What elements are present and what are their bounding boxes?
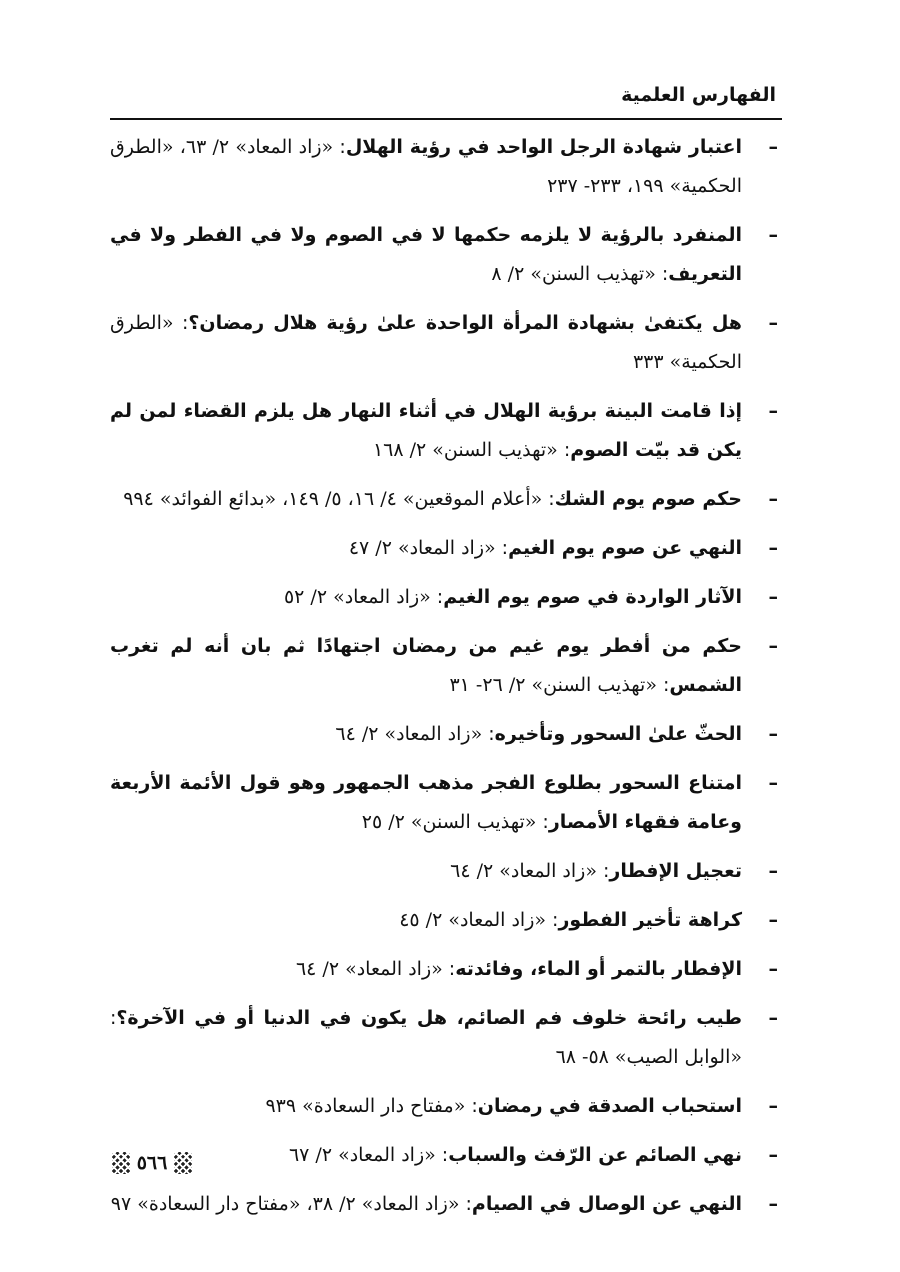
entry-topic: حكم من أفطر يوم غيم من رمضان اجتهادًا ثم بان أنه لم تغرب الشمس bbox=[110, 635, 742, 696]
entry-dash: – bbox=[768, 860, 778, 882]
entry-colon: : bbox=[557, 439, 571, 461]
entry-reference: «تهذيب السنن» ٢/ ٢٥ bbox=[361, 811, 537, 833]
entry-reference: «زاد المعاد» ٢/ ٦٧ bbox=[288, 1144, 436, 1166]
index-entry bbox=[110, 1087, 782, 1126]
entry-colon: : bbox=[333, 136, 346, 158]
entry-colon: : bbox=[430, 586, 444, 608]
entry-dash: – bbox=[768, 1193, 778, 1215]
entry-topic: إذا قامت البينة برؤية الهلال في أثناء النهار هل يلزم القضاء لمن لم يكن قد بيّت الصوم bbox=[110, 400, 742, 461]
entry-reference: «تهذيب السنن» ٢/ ٨ bbox=[491, 263, 656, 285]
index-entry bbox=[110, 304, 782, 382]
entry-topic: الحثّ علىٰ السحور وتأخيره bbox=[494, 723, 742, 745]
entry-reference: «تهذيب السنن» ٢/ ١٦٨ bbox=[372, 439, 558, 461]
entry-dash: – bbox=[768, 723, 778, 745]
index-entry bbox=[110, 216, 782, 294]
entry-reference: «زاد المعاد» ٢/ ٦٤ bbox=[450, 860, 597, 882]
ornament-icon bbox=[174, 1152, 192, 1174]
entry-dash: – bbox=[768, 1144, 778, 1166]
header-rule bbox=[110, 118, 782, 120]
index-entry-list bbox=[110, 128, 782, 1234]
entry-topic: كراهة تأخير الفطور bbox=[558, 909, 742, 931]
index-entry bbox=[110, 715, 782, 754]
entry-colon: : bbox=[655, 263, 669, 285]
page-folio bbox=[112, 1148, 192, 1178]
entry-colon: : bbox=[482, 723, 495, 745]
index-entry bbox=[110, 901, 782, 940]
entry-reference: «زاد المعاد» ٢/ ٤٥ bbox=[399, 909, 547, 931]
index-entry bbox=[110, 950, 782, 989]
entry-colon: : bbox=[536, 811, 549, 833]
entry-reference: «الوابل الصيب» ٥٨- ٦٨ bbox=[555, 1046, 742, 1068]
entry-dash: – bbox=[768, 772, 778, 794]
index-entry bbox=[110, 128, 782, 206]
index-entry bbox=[110, 627, 782, 705]
page-number: ٥٦٦ bbox=[136, 1152, 168, 1174]
entry-topic: الآثار الواردة في صوم يوم الغيم bbox=[443, 586, 742, 608]
entry-dash: – bbox=[768, 1007, 778, 1029]
entry-topic: النهي عن الوصال في الصيام bbox=[471, 1193, 742, 1215]
index-entry bbox=[110, 1136, 782, 1175]
entry-dash: – bbox=[768, 1095, 778, 1117]
entry-dash: – bbox=[768, 537, 778, 559]
ornament-icon bbox=[112, 1152, 130, 1174]
entry-dash: – bbox=[768, 586, 778, 608]
index-entry bbox=[110, 764, 782, 842]
entry-reference: «زاد المعاد» ٢/ ٦٤ bbox=[295, 958, 443, 980]
entry-reference: «أعلام الموقعين» ٤/ ١٦، ٥/ ١٤٩، «بدائع الفوائد» ٩٩٤ bbox=[123, 488, 543, 510]
entry-colon: : bbox=[465, 1095, 478, 1117]
entry-reference: «زاد المعاد» ٢/ ٥٢ bbox=[283, 586, 431, 608]
running-header-title: الفهارس العلمية bbox=[621, 84, 776, 106]
entry-dash: – bbox=[768, 400, 778, 422]
index-entry bbox=[110, 1185, 782, 1224]
entry-topic: المنفرد بالرؤية لا يلزمه حكمها لا في الصوم ولا في الفطر ولا في التعريف bbox=[110, 224, 742, 285]
entry-dash: – bbox=[768, 224, 778, 246]
entry-dash: – bbox=[768, 635, 778, 657]
index-entry bbox=[110, 392, 782, 470]
entry-reference: «زاد المعاد» ٢/ ٦٣، «الطرق الحكمية» ١٩٩، ٢٣٣- ٢٣٧ bbox=[110, 136, 742, 197]
entry-topic: هل يكتفىٰ بشهادة المرأة الواحدة علىٰ رؤية هلال رمضان؟ bbox=[188, 312, 742, 334]
index-entry bbox=[110, 852, 782, 891]
index-entry bbox=[110, 578, 782, 617]
entry-colon: : bbox=[495, 537, 509, 559]
index-entry bbox=[110, 480, 782, 519]
entry-reference: «زاد المعاد» ٢/ ٦٤ bbox=[335, 723, 483, 745]
entry-reference: «زاد المعاد» ٢/ ٣٨، «مفتاح دار السعادة» ٩٧ bbox=[110, 1193, 460, 1215]
entry-colon: : bbox=[110, 1007, 117, 1029]
entry-topic: تعجيل الإفطار bbox=[609, 860, 742, 882]
entry-topic: نهي الصائم عن الرّفث والسباب bbox=[448, 1144, 742, 1166]
index-entry bbox=[110, 999, 782, 1077]
entry-reference: «الطرق الحكمية» ٣٣٣ bbox=[110, 312, 742, 373]
entry-topic: استحباب الصدقة في رمضان bbox=[477, 1095, 742, 1117]
entry-topic: حكم صوم يوم الشك bbox=[554, 488, 742, 510]
entry-reference: «تهذيب السنن» ٢/ ٢٦- ٣١ bbox=[449, 674, 657, 696]
entry-dash: – bbox=[768, 488, 778, 510]
entry-colon: : bbox=[442, 958, 456, 980]
entry-colon: : bbox=[173, 312, 189, 334]
entry-topic: النهي عن صوم يوم الغيم bbox=[508, 537, 742, 559]
entry-topic: اعتبار شهادة الرجل الواحد في رؤية الهلال bbox=[345, 136, 742, 158]
index-entry bbox=[110, 529, 782, 568]
entry-topic: طيب رائحة خلوف فم الصائم، هل يكون في الدنيا أو في الآخرة؟ bbox=[116, 1007, 742, 1029]
entry-reference: «زاد المعاد» ٢/ ٤٧ bbox=[348, 537, 496, 559]
entry-dash: – bbox=[768, 312, 778, 334]
entry-reference: «مفتاح دار السعادة» ٩٣٩ bbox=[265, 1095, 466, 1117]
entry-topic: امتناع السحور بطلوع الفجر مذهب الجمهور وهو قول الأئمة الأربعة وعامة فقهاء الأمصار bbox=[110, 772, 742, 833]
entry-dash: – bbox=[768, 958, 778, 980]
entry-colon: : bbox=[542, 488, 555, 510]
entry-colon: : bbox=[656, 674, 670, 696]
entry-colon: : bbox=[435, 1144, 449, 1166]
entry-dash: – bbox=[768, 136, 778, 158]
entry-topic: الإفطار بالتمر أو الماء، وفائدته bbox=[455, 958, 742, 980]
entry-colon: : bbox=[546, 909, 559, 931]
entry-dash: – bbox=[768, 909, 778, 931]
entry-colon: : bbox=[596, 860, 610, 882]
entry-colon: : bbox=[459, 1193, 472, 1215]
